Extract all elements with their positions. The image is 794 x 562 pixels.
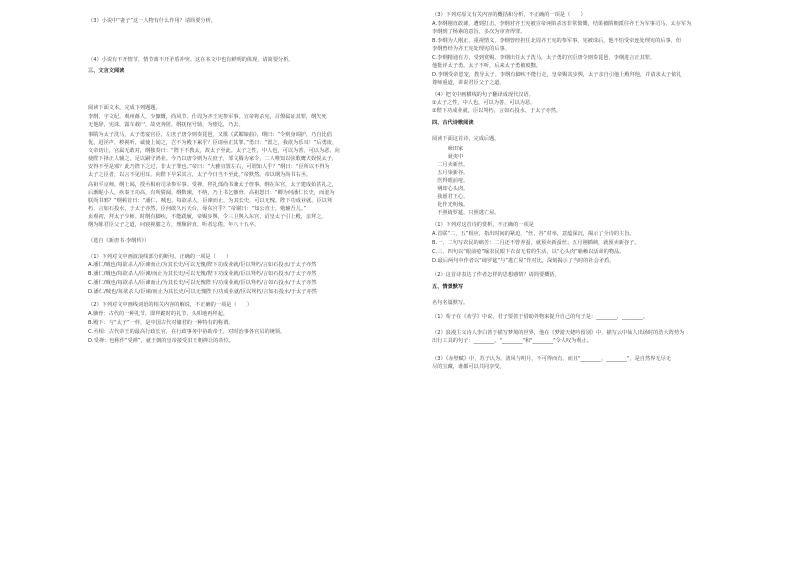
text-line: （4）把文中画横线的句子翻译成现代汉语。 (432, 92, 534, 98)
text-line: （3）小说中“妻子”这一人物有什么作用？请简要分析。 (88, 18, 216, 24)
text-line: （2）浪漫主义诗人李白善于描写梦境的世界，他在《梦游天姥吟留别》中，描写云中仙人出场时的浩大阵势为 (432, 330, 685, 336)
text-line: 阅读下面这首诗，完成后题。 (432, 136, 500, 142)
text-line: 使陛下择正人辅之，足以嗣守鸿业。今乃以唐令则为左庶子，邹文腾为家令，二人唯知以弦歌鹰犬娱悦太子， (88, 156, 338, 162)
section-heading: 五、情景默写 (432, 284, 464, 290)
text-line: 高祖平京师，纲上谒，授丞相府司录参军事。受禅，拜礼部尚书兼太子詹事。纲在东宫，太子建成始甚礼之， (88, 182, 338, 188)
text-line: 朽，言如石投水，于太子亦然，臣何敢久污天台，辱东宫乎？”帝谢曰：“知公直士，勉辅吾儿。” (88, 206, 307, 212)
left-column (88, 0, 438, 562)
text-line: B.潘仁/贼也/每欲杀人/臣谏/而止为其长史/可以无愧/陛下功成业就/臣以驽朽/言如石投水/于太子亦然 (88, 271, 317, 277)
text-line: A.骸骨：古代的一种礼节，即拜跪时的礼节，头叩地再拜起。 (88, 311, 228, 317)
text-line: 出行工具的句子：________，"________"和"________"令人叹为观止。 (432, 338, 592, 344)
text-line: 事隋为太子洗马，太子勇宴宫臣，左庶子唐令则奏琵琶，又歌《武媚娘曲》，纲曰：“令则身调护，乃自比倡 (88, 132, 332, 138)
text-line: 聂夷中 (432, 154, 464, 160)
text-line: A.潘仁/贼也/每欲杀人/臣谏而止/为其长史/可以无愧/陛下功成业就/臣以驽朽/言如石投水/于太子亦然 (88, 262, 317, 268)
text-line: D.李纲受帝恩宠，教导太子。李纲有脚疾不能行走，皇帝赐其步舆，太子亲自引他上殿拜他，并请求太子依礼 (432, 72, 682, 78)
text-line: 优，进淫声，秽视听，诚使上闻之，岂不为殿下累乎？臣请亟正其罪。”勇曰：“置之，我欲为乐耳！”后勇废， (88, 140, 338, 146)
text-line: 剜却心头肉。 (432, 186, 469, 192)
text-line: 李纲，字文纪，观州蓚人，少慷慨，尚风节。仕周为齐王宪参军事。宣帝将杀宪，召僚属证其罪，纲矢死 (88, 114, 327, 120)
text-line: 他批评太子勇，太子不听，后来太子勇被废黜。 (432, 63, 541, 69)
text-line: （3）下列对原文有关内容的概括和分析，不正确的一项是（ ） (432, 12, 586, 18)
text-line: （1）荀子在《劝学》中说，君子要善于借助外物来提升自己的句子是：________，________。 (432, 314, 648, 320)
text-line: （2）下列对文中画线词语的相关内容的解说，不正确的一项是（ ） (88, 302, 253, 308)
section-heading: 四、古代诗歌阅读 (432, 120, 474, 126)
text-line: 安得不至是邪？此乃陛下之过，非太子罪也。”帝曰：“大雅宜置左右，可谓知人乎？”纲曰：“臣所以不得为 (88, 164, 330, 170)
text-line: 二月卖新丝， (432, 162, 469, 168)
text-line: 纲为陈君臣父子之道，问寝视膳之方，理顺辞直，听者忘倦。年八十五卒。 (88, 222, 260, 228)
text-line: （1）下列对文中画波浪线部分的断句，正确的一项是（ ） (88, 254, 232, 260)
section-heading: 三、文言文阅读 (88, 68, 125, 74)
text-line: （1）下列对这首诗的赏析，不正确的一项是 (432, 222, 534, 228)
text-line: ②陛下功成业就，臣以驽朽，言如石投水，于太子亦然。 (432, 108, 562, 114)
text-line: 李纲到了杨素的意旨，多次为审查得罪。 (432, 29, 526, 35)
text-line: 五月粜新谷。 (432, 170, 469, 176)
text-line: A.李纲刚直敢谏，遭到打击。李纲对齐王宪被宣帝诬陷杀害非常愤慨，结果被隋朝派往齐王为军事司马，太存军为 (432, 21, 692, 27)
text-line: C.丞相：古代帝王的最高行政长官，在行政事务中协助帝王，对时治事各官员的统领。 (88, 329, 286, 335)
text-line: ①太子之性，中人也，可以为善，可以为恶。 (432, 100, 536, 106)
text-line: 我愿君王心， (432, 194, 469, 200)
text-line: 名句名篇默写。 (432, 300, 469, 306)
text-line: 医得眼前疮， (432, 178, 469, 184)
text-line: 贞观初，拜太子少师。时纲有脚疾，不能践履，帝赐步舆，令三卫舆入东宫，诏皇太子引上殿，亲拜之。 (88, 214, 327, 220)
text-line: C.三、四句以“眼前疮”喻农民眼下衣食无着的生活，以“心头肉”喻赖以活命的物品。 (432, 249, 625, 255)
text-line: 无他辞，宪诛，露车载尸，故吏奔匿，纲抚棺号恸，为瘗讫，乃去。 (88, 122, 244, 128)
text-line: D.最后两句中作者以“绮罗筵”与“逃亡屋”作对比，深刻揭示了当时的社会矛盾。 (432, 258, 615, 264)
text-line: C.潘仁/贼也/每欲杀人/臣谏而止/为其长史/可以无愧陛下/功成业就/臣以驽朽/言如石投水/于太子亦然 (88, 280, 317, 286)
right-column (432, 0, 772, 562)
text-line: 化作光明烛。 (432, 202, 469, 208)
text-line: 文帝切让，宫属无敢对，纲独奏曰：“陛下不教太，故太子至此。太子之性，中人也，可以为善，可以为恶，向 (88, 148, 340, 154)
text-line: C.李纲精通有方，受到赏赐。李纲出任太子洗马，太子勇的宫臣唐令则奏琵琶，李纲进言正其罪， (432, 55, 656, 61)
text-line: 不照绮罗筵，只照逃亡屋。 (432, 210, 500, 216)
text-line: B.殿下：与“太子”一样，是中国古代对储君的一种特有的称谓。 (88, 320, 234, 326)
text-line: 李纲曾经为齐王宪处理宪的后事。 (432, 46, 510, 52)
text-line: 后渐昵小人，疾秦王功高，有所猜阋。纲数谏，不纳，乃上书乞骸骨。高祖怒曰：“卿为何潘仁长史，而羞为 (88, 190, 335, 196)
text-line: A.首联“二、五”相应，指出时间的紧迫，“丝、谷”对举，意蕴深沉，揭示了全诗的主旨。 (432, 231, 635, 237)
text-line: 朕尚书邪？”纲顿首曰：“潘仁，贼也，每欲杀人，臣谏而止，为其长史，可以无愧。陛下功成业就，臣以驽 (88, 198, 333, 204)
text-line: D.受禅：也称作“受禅”，就王朝的皇帝接受旧王朝禅让的帝位。 (88, 338, 234, 344)
text-line: D.潘仁/贼也/每欲杀人/臣谏/而止为其长史/可以无愧陛下/功成业就/臣以驽朽/言如石投水/于太子亦然 (88, 289, 317, 295)
text-line: B.李纲为人刚正，重视情义，李纲曾经担任北周齐王宪的参军事，宪被诛后，他不怕受牵连处理宪的后事，但 (432, 38, 682, 44)
text-line: （4）小说有不开情节，情节离不开矛盾冲突。这在本文中也有鲜明的体现，请简要分析。 (88, 57, 294, 63)
text-line: （2）这首诗表达了作者怎样的思想感情？请简要概括。 (432, 272, 560, 278)
text-line: （3）《赤壁赋》中，苏子认为，清风与明月，不可得而有，而且"________，________"，是自然界无尽无 (432, 356, 671, 362)
text-line: 尊师重道，讲说君臣父子之道。 (432, 80, 505, 86)
text-line: （选自《新唐书·李纲传》） (88, 238, 150, 244)
text-line: 尽的宝藏，谁都可以共同享受。 (432, 364, 505, 370)
text-line: 阅读下面文本，完成下列题题。 (88, 105, 161, 111)
text-line: 太子之臣者，以言不见用耳。向陛下早采其言，太子今日当不至此。”帝默然。帝以纲为尚书右丞。 (88, 172, 312, 178)
text-line: B.一、二句写农民的痛苦：二月还不曾养蚕，就预卖新蚕丝；五月刚插秧，就预卖新谷子。 (432, 240, 640, 246)
text-line: 咏田家 (432, 146, 464, 152)
